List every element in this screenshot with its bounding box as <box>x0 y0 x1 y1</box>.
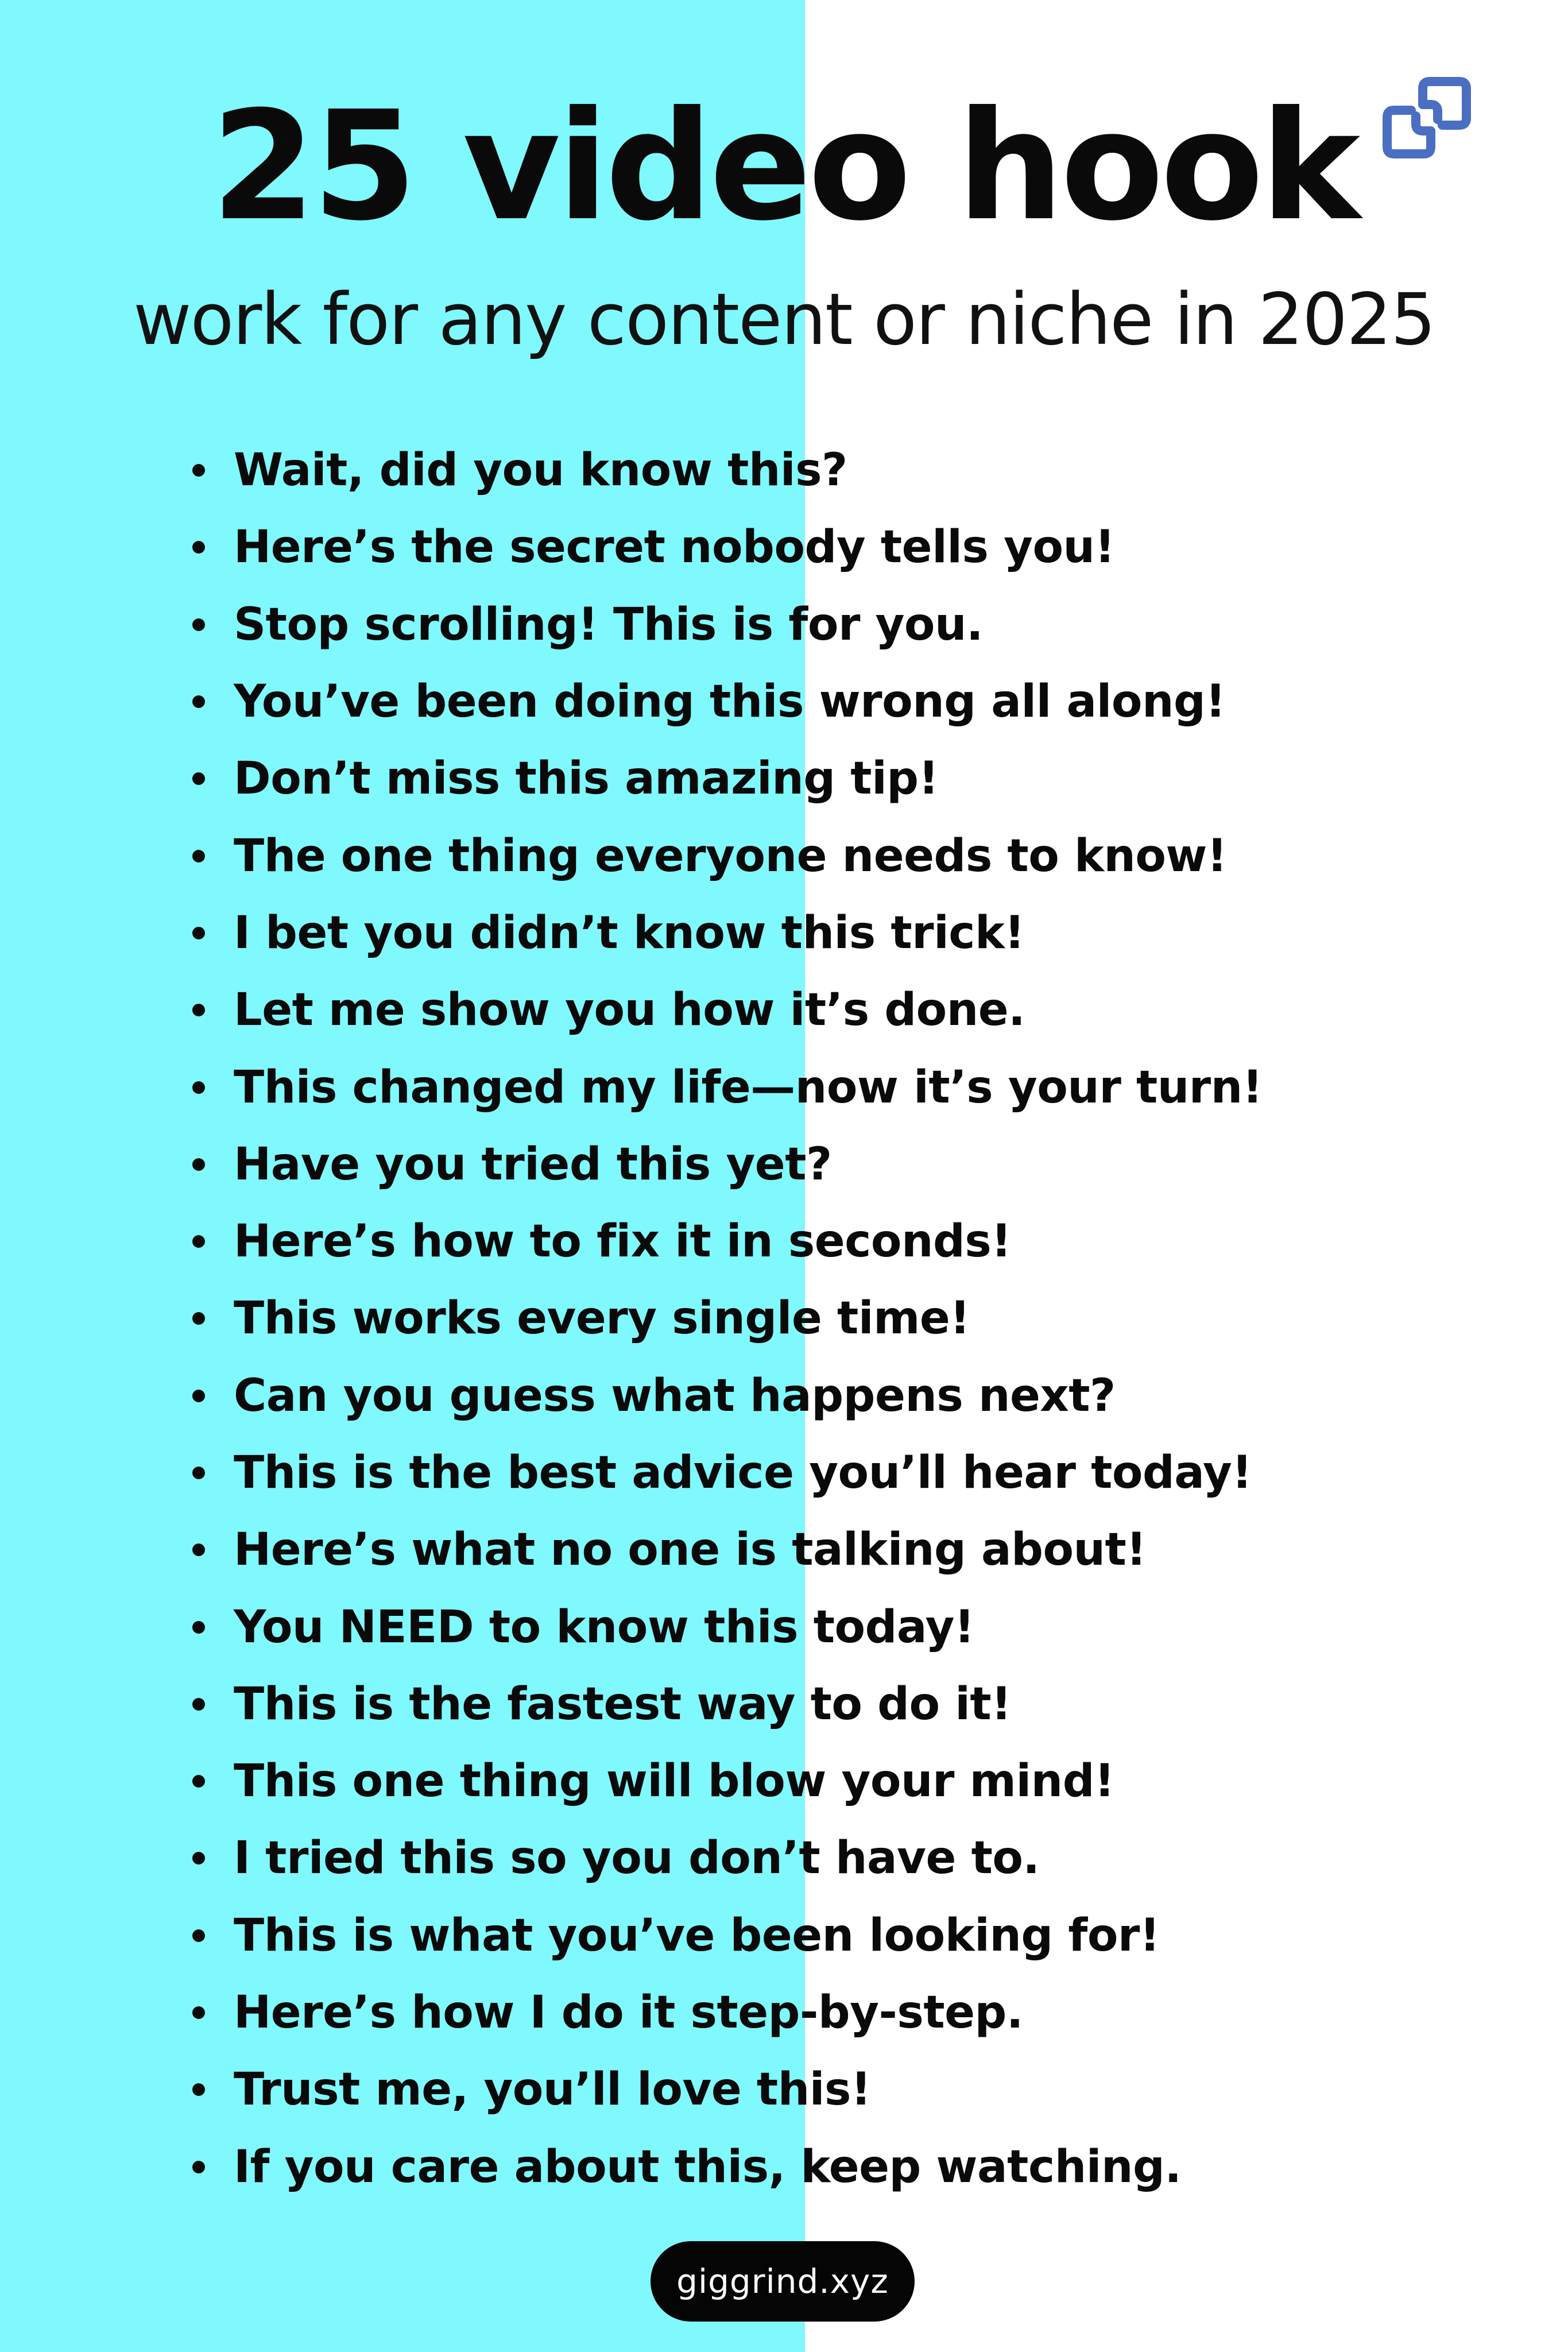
hook-item <box>192 663 1263 740</box>
bullet-icon <box>192 464 205 477</box>
hook-item <box>192 2129 1263 2206</box>
hook-item <box>192 972 1263 1049</box>
hook-item <box>192 1743 1263 1820</box>
linked-squares-icon <box>1378 75 1476 161</box>
bullet-icon <box>192 1390 205 1402</box>
bullet-icon <box>192 1004 205 1016</box>
hook-text: I tried this so you don’t have to. <box>234 1832 1040 1885</box>
bullet-icon <box>192 927 205 939</box>
hook-item <box>192 1588 1263 1665</box>
hook-item <box>192 1126 1263 1203</box>
hook-item <box>192 1280 1263 1357</box>
hook-list <box>192 432 1263 2206</box>
bullet-icon <box>192 1158 205 1171</box>
hook-text: This is what you’ve been looking for! <box>234 1909 1160 1962</box>
bullet-icon <box>192 1312 205 1325</box>
hook-item <box>192 2051 1263 2128</box>
hook-text: Stop scrolling! This is for you. <box>234 598 984 651</box>
hook-text: I bet you didn’t know this trick! <box>234 907 1025 959</box>
hook-text: The one thing everyone needs to know! <box>234 830 1228 882</box>
hook-text: Trust me, you’ll love this! <box>234 2064 871 2116</box>
hook-item <box>192 586 1263 663</box>
hook-item <box>192 432 1263 509</box>
hook-text: This one thing will blow your mind! <box>234 1755 1115 1808</box>
hook-item <box>192 740 1263 817</box>
hook-text: Let me show you how it’s done. <box>234 984 1025 1036</box>
bullet-icon <box>192 1929 205 1942</box>
bullet-icon <box>192 2161 205 2173</box>
hook-text: This is the fastest way to do it! <box>234 1678 1012 1730</box>
hook-text: Here’s what no one is talking about! <box>234 1524 1147 1576</box>
bullet-icon <box>192 618 205 631</box>
hook-text: Have you tried this yet? <box>234 1138 832 1190</box>
hook-text: Wait, did you know this? <box>234 444 847 497</box>
bullet-icon <box>192 850 205 862</box>
hook-text: Don’t miss this amazing tip! <box>234 753 939 805</box>
hook-text: Here’s the secret nobody tells you! <box>234 521 1115 574</box>
hook-item <box>192 895 1263 972</box>
bullet-icon <box>192 1544 205 1556</box>
hook-item <box>192 817 1263 894</box>
bullet-icon <box>192 1852 205 1864</box>
hook-item <box>192 1820 1263 1897</box>
bullet-icon <box>192 2006 205 2019</box>
hook-item <box>192 1357 1263 1434</box>
website-badge: giggrind.xyz <box>651 2241 915 2322</box>
bullet-icon <box>192 1081 205 1094</box>
hook-text: You NEED to know this today! <box>234 1601 975 1653</box>
hook-text: This is the best advice you’ll hear today! <box>234 1447 1252 1499</box>
hook-item <box>192 1974 1263 2051</box>
hook-text: This changed my life—now it’s your turn! <box>234 1061 1263 1113</box>
page-title: 25 video hook <box>211 79 1357 254</box>
bullet-icon <box>192 1235 205 1248</box>
hook-item <box>192 1049 1263 1125</box>
page-subtitle: work for any content or niche in 2025 <box>133 278 1435 361</box>
bullet-icon <box>192 695 205 708</box>
bullet-icon <box>192 1467 205 1479</box>
hook-item <box>192 509 1263 586</box>
bullet-icon <box>192 1621 205 1634</box>
hook-item <box>192 1511 1263 1588</box>
bullet-icon <box>192 1775 205 1788</box>
hook-text: Here’s how to fix it in seconds! <box>234 1216 1012 1268</box>
hook-item <box>192 1897 1263 1974</box>
bullet-icon <box>192 2083 205 2096</box>
hook-text: This works every single time! <box>234 1293 970 1345</box>
bullet-icon <box>192 541 205 554</box>
hook-text: Here’s how I do it step-by-step. <box>234 1987 1023 2039</box>
hook-item <box>192 1666 1263 1743</box>
hook-text: You’ve been doing this wrong all along! <box>234 676 1226 728</box>
bullet-icon <box>192 1698 205 1711</box>
hook-text: Can you guess what happens next? <box>234 1370 1116 1422</box>
hook-item <box>192 1203 1263 1280</box>
bullet-icon <box>192 772 205 785</box>
hook-text: If you care about this, keep watching. <box>234 2141 1182 2193</box>
hook-item <box>192 1434 1263 1511</box>
